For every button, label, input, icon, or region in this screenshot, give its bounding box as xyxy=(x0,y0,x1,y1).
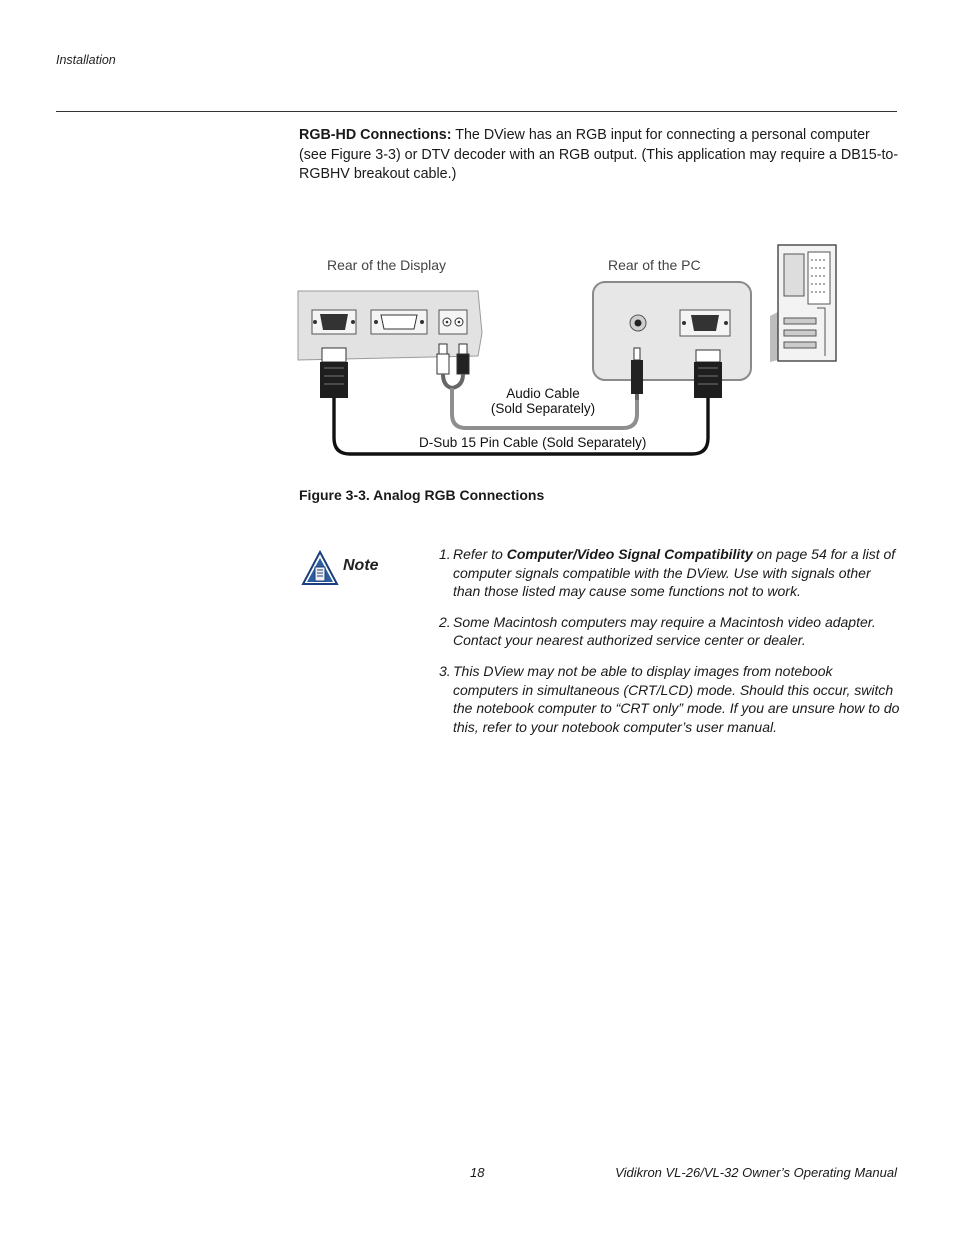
label-audio-cable-line1: Audio Cable xyxy=(506,386,580,401)
pc-vga-boot xyxy=(694,362,722,398)
note-item xyxy=(439,545,901,601)
note-item-number: 2. xyxy=(439,613,451,630)
connection-diagram xyxy=(290,238,850,470)
audio-mini-plug xyxy=(634,348,640,360)
note-item xyxy=(439,613,901,650)
pc-vga-plug xyxy=(696,350,720,362)
note-item xyxy=(439,662,901,736)
intro-lead: RGB-HD Connections: xyxy=(299,127,452,143)
note-item-text: Some Macintosh computers may require a Macintosh video adapter. Contact your nearest authorized service center or dealer. xyxy=(453,613,876,649)
note-item-text: This DView may not be able to display images from notebook computers in simultaneous (CRT/LCD) mode. Should this occur, switch the notebook computer to “CRT only” mode. If you are unsure how to do this, refer to your notebook computer’s user manual. xyxy=(453,662,900,735)
audio-mini-plug-body xyxy=(631,360,643,394)
note-item-number: 3. xyxy=(439,662,451,679)
note-icon xyxy=(301,550,339,586)
label-audio-cable-line2: (Sold Separately) xyxy=(490,401,596,416)
intro-body: The DView has an RGB input for connecting a personal computer (see Figure 3-3) or DTV decoder with an RGB output. (This application may require a DB15-to-RGBHV breakout cable.) xyxy=(299,127,899,182)
display-vga-plug xyxy=(322,348,346,362)
figure-caption: Figure 3-3. Analog RGB Connections xyxy=(299,487,545,503)
manual-title: Vidikron VL-26/VL-32 Owner’s Operating Manual xyxy=(615,1165,897,1180)
rca-plug-red xyxy=(459,344,467,354)
label-dsub-cable: D-Sub 15 Pin Cable (Sold Separately) xyxy=(419,435,647,450)
note-item-text-pre: Refer to xyxy=(453,546,507,562)
header-rule xyxy=(56,111,897,112)
note-item-xref: Computer/Video Signal Compatibility xyxy=(506,546,753,562)
note-list xyxy=(439,545,901,748)
label-rear-display: Rear of the Display xyxy=(327,257,447,273)
rca-plug-white xyxy=(439,344,447,354)
page-number: 18 xyxy=(470,1165,485,1180)
note-label: Note xyxy=(343,557,379,574)
note-item-number: 1. xyxy=(439,546,451,562)
label-rear-pc: Rear of the PC xyxy=(608,257,701,273)
pc-tower-bevel xyxy=(770,312,778,362)
note-item-text-post: on page 54 for a list of computer signals compatible with the DView. Use with signals other than those listed may cause some functions not to work. xyxy=(453,546,896,600)
label-audio-cable xyxy=(488,386,598,416)
section-header: Installation xyxy=(56,53,116,67)
intro-paragraph xyxy=(299,126,899,185)
display-vga-boot xyxy=(320,362,348,398)
